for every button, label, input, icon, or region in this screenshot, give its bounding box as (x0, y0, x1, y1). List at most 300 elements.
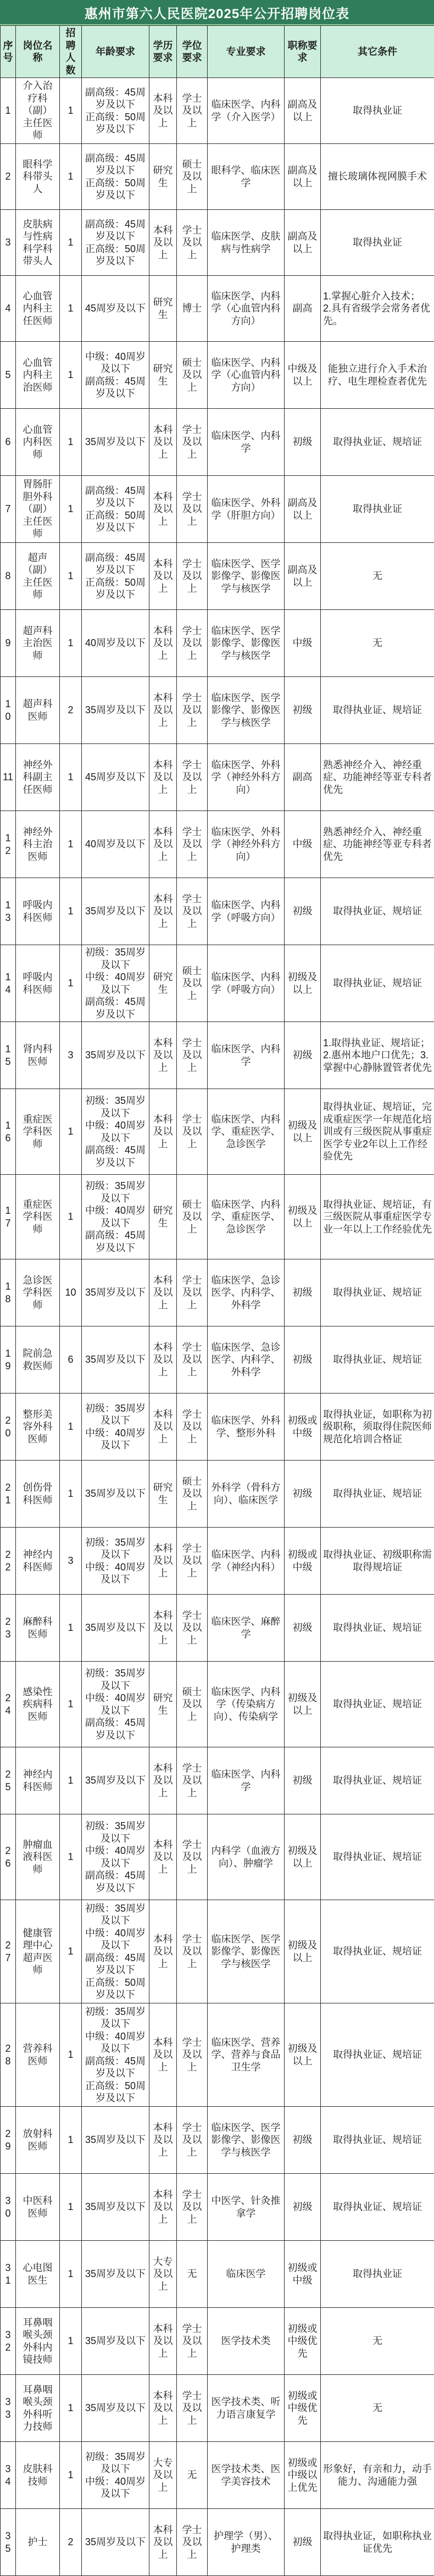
cell-education: 研究生 (149, 342, 177, 409)
cell-index: 16 (1, 1089, 16, 1175)
cell-headcount: 2 (60, 2509, 82, 2576)
cell-other: 取得执业证、规培证 (321, 677, 434, 744)
cell-education: 本科及以上 (149, 2375, 177, 2442)
cell-headcount: 1 (60, 2442, 82, 2509)
cell-other: 取得执业证、规培证，完成重症医学一年规范化培训或有三级医院从事重症医学专业2年以上工作经验优先 (321, 1089, 434, 1175)
cell-degree: 学士及以上 (177, 1528, 208, 1595)
cell-headcount: 1 (60, 2174, 82, 2241)
cell-age: 40周岁及以下 (82, 610, 149, 677)
cell-position: 心血管内科主任医师 (16, 276, 60, 342)
cell-index: 24 (1, 1662, 16, 1747)
cell-position: 皮肤病与性病科学科带头人 (16, 210, 60, 276)
cell-age: 初级：35周岁及以下 中级：40周岁及以下 (82, 1528, 149, 1595)
cell-age: 35周岁及以下 (82, 409, 149, 476)
cell-index: 31 (1, 2241, 16, 2308)
cell-other: 取得执业证、规培证 (321, 878, 434, 945)
cell-other: 熟悉神经介入、神经重症、功能神经等亚专科者优先 (321, 744, 434, 811)
cell-degree: 学士及以上 (177, 2003, 208, 2107)
cell-degree: 学士及以上 (177, 1595, 208, 1662)
cell-major: 临床医学、外科学（神经外科方向） (208, 744, 285, 811)
cell-degree: 学士及以上 (177, 78, 208, 144)
table-row (1, 144, 434, 210)
cell-major: 临床医学、外科学（神经外科方向） (208, 811, 285, 878)
cell-position: 心血管内科主治医师 (16, 342, 60, 409)
cell-age: 45周岁及以下 (82, 276, 149, 342)
table-row (1, 2442, 434, 2509)
cell-major: 临床医学、内科学（呼吸方向） (208, 878, 285, 945)
cell-degree: 学士及以上 (177, 878, 208, 945)
table-row (1, 476, 434, 543)
cell-education: 本科及以上 (149, 1022, 177, 1089)
cell-other: 熟悉神经介入、神经重症、功能神经等亚专科者优先 (321, 811, 434, 878)
table-row (1, 2375, 434, 2442)
header-degree: 学位要求 (177, 26, 208, 78)
table-row (1, 78, 434, 144)
cell-education: 研究生 (149, 276, 177, 342)
cell-age: 35周岁及以下 (82, 2308, 149, 2375)
cell-degree: 学士及以上 (177, 811, 208, 878)
cell-index: 19 (1, 1326, 16, 1394)
cell-education: 大专及以上 (149, 2241, 177, 2308)
cell-position: 神经外科副主任医师 (16, 744, 60, 811)
cell-major: 临床医学、医学影像学、影像医学与核医学 (208, 1900, 285, 2003)
cell-position: 神经内科医师 (16, 1747, 60, 1814)
cell-position: 肿瘤血液科医师 (16, 1814, 60, 1900)
cell-degree: 学士及以上 (177, 409, 208, 476)
header-index: 序号 (1, 26, 16, 78)
cell-title-level: 初级 (285, 2174, 321, 2241)
table-row (1, 2509, 434, 2576)
cell-major: 护理学（男）、护理类 (208, 2509, 285, 2576)
cell-headcount: 1 (60, 1394, 82, 1461)
cell-major: 临床医学、医学影像学、影像医学与核医学 (208, 543, 285, 610)
cell-education: 本科及以上 (149, 2174, 177, 2241)
cell-index: 33 (1, 2375, 16, 2442)
cell-education: 本科及以上 (149, 2308, 177, 2375)
table-row (1, 1528, 434, 1595)
cell-index: 15 (1, 1022, 16, 1089)
table-row (1, 1662, 434, 1747)
cell-degree: 学士及以上 (177, 610, 208, 677)
cell-major: 临床医学、急诊医学、内科学、外科学 (208, 1326, 285, 1394)
cell-other: 能独立进行介入手术治疗、电生理检查者优先 (321, 342, 434, 409)
cell-index: 17 (1, 1175, 16, 1259)
cell-age: 45周岁及以下 (82, 744, 149, 811)
cell-title-level: 初级及以上 (285, 2003, 321, 2107)
cell-headcount: 3 (60, 1528, 82, 1595)
cell-major: 临床医学 (208, 2241, 285, 2308)
cell-degree: 博士 (177, 276, 208, 342)
cell-headcount: 1 (60, 2241, 82, 2308)
cell-other: 取得执业证、规培证 (321, 409, 434, 476)
cell-other: 无 (321, 2308, 434, 2375)
cell-age: 副高级：45周岁及以下 正高级：50周岁及以下 (82, 543, 149, 610)
cell-age: 初级：35周岁及以下 中级：40周岁及以下 副高级：45周岁及以下 正高级：50周岁及以下 (82, 1900, 149, 2003)
cell-education: 本科及以上 (149, 476, 177, 543)
cell-other: 取得执业证、规培证 (321, 1259, 434, 1326)
table-row (1, 543, 434, 610)
cell-title-level: 初级 (285, 409, 321, 476)
cell-age: 初级：35周岁及以下 中级：40周岁及以下 (82, 2442, 149, 2509)
cell-age: 初级：35周岁及以下 中级：40周岁及以下 副高级：45周岁及以下 (82, 1814, 149, 1900)
cell-other: 取得执业证、规培证 (321, 1461, 434, 1528)
cell-education: 本科及以上 (149, 2107, 177, 2174)
cell-major: 眼科学、临床医学 (208, 144, 285, 210)
cell-age: 40周岁及以下 (82, 811, 149, 878)
cell-education: 本科及以上 (149, 811, 177, 878)
table-row (1, 276, 434, 342)
cell-other: 1.取得执业证、规培证；2.惠州本地户口优先；3.掌握中心静脉置管者优先 (321, 1022, 434, 1089)
table-row (1, 2003, 434, 2107)
cell-position: 超声科医师 (16, 677, 60, 744)
cell-age: 35周岁及以下 (82, 1461, 149, 1528)
cell-position: 超声（副）主任医师 (16, 543, 60, 610)
cell-headcount: 10 (60, 1259, 82, 1326)
cell-education: 本科及以上 (149, 878, 177, 945)
cell-index: 1 (1, 78, 16, 144)
cell-index: 21 (1, 1461, 16, 1528)
cell-age: 初级：35周岁及以下 中级：40周岁及以下 副高级：45周岁及以下 正高级：50周岁及以下 (82, 2003, 149, 2107)
cell-title-level: 初级或中级 (285, 1394, 321, 1461)
cell-age: 35周岁及以下 (82, 878, 149, 945)
cell-degree: 学士及以上 (177, 1900, 208, 2003)
cell-education: 本科及以上 (149, 1747, 177, 1814)
cell-major: 内科学（血液方向）、肿瘤学 (208, 1814, 285, 1900)
cell-index: 34 (1, 2442, 16, 2509)
cell-headcount: 1 (60, 1900, 82, 2003)
table-row (1, 1326, 434, 1394)
cell-age: 初级：35周岁及以下 中级：40周岁及以下 副高级：45周岁及以下 (82, 1175, 149, 1259)
cell-title-level: 初级 (285, 1461, 321, 1528)
cell-major: 中医学、针灸推拿学 (208, 2174, 285, 2241)
table-row (1, 1595, 434, 1662)
cell-index: 11 (1, 744, 16, 811)
cell-other: 取得执业证、初级职称需取得规培证 (321, 1528, 434, 1595)
cell-education: 本科及以上 (149, 1900, 177, 2003)
cell-degree: 学士及以上 (177, 2509, 208, 2576)
cell-other: 取得执业证、规培证 (321, 1814, 434, 1900)
cell-headcount: 1 (60, 1747, 82, 1814)
cell-education: 本科及以上 (149, 1595, 177, 1662)
cell-title-level: 初级 (285, 2509, 321, 2576)
table-row (1, 2107, 434, 2174)
cell-position: 皮肤科技师 (16, 2442, 60, 2509)
cell-title-level: 初级及以上 (285, 1900, 321, 2003)
page-title: 惠州市第六人民医院2025年公开招聘岗位表 (0, 0, 434, 25)
cell-headcount: 1 (60, 2375, 82, 2442)
header-other: 其它条件 (321, 26, 434, 78)
cell-degree: 学士及以上 (177, 744, 208, 811)
cell-age: 副高级：45周岁及以下 正高级：50周岁及以下 (82, 210, 149, 276)
positions-table (0, 25, 434, 2576)
table-row (1, 1900, 434, 2003)
cell-education: 本科及以上 (149, 1394, 177, 1461)
cell-title-level: 初级及以上 (285, 1175, 321, 1259)
cell-degree: 学士及以上 (177, 677, 208, 744)
cell-position: 呼吸内科医师 (16, 945, 60, 1022)
cell-title-level: 副高 (285, 276, 321, 342)
table-row (1, 2308, 434, 2375)
cell-title-level: 副高 (285, 744, 321, 811)
cell-major: 临床医学、内科学（传染病方向）、传染病学 (208, 1662, 285, 1747)
cell-age: 副高级：45周岁及以下 正高级：50周岁及以下 (82, 144, 149, 210)
cell-position: 放射科医师 (16, 2107, 60, 2174)
cell-other: 取得执业证 (321, 476, 434, 543)
cell-education: 本科及以上 (149, 1814, 177, 1900)
cell-education: 研究生 (149, 1175, 177, 1259)
cell-education: 本科及以上 (149, 2003, 177, 2107)
cell-title-level: 初级或中级 (285, 2241, 321, 2308)
cell-index: 26 (1, 1814, 16, 1900)
cell-title-level: 初级 (285, 677, 321, 744)
cell-age: 35周岁及以下 (82, 1595, 149, 1662)
cell-headcount: 6 (60, 1326, 82, 1394)
table-row (1, 342, 434, 409)
cell-degree: 学士及以上 (177, 1089, 208, 1175)
cell-index: 30 (1, 2174, 16, 2241)
cell-title-level: 初级 (285, 1022, 321, 1089)
cell-age: 初级：35周岁及以下 中级：40周岁及以下 副高级：45周岁及以下 (82, 1662, 149, 1747)
cell-headcount: 1 (60, 811, 82, 878)
cell-major: 临床医学、医学影像学、影像医学与核医学 (208, 2107, 285, 2174)
cell-age: 初级：35周岁及以下 中级：40周岁及以下 副高级：45周岁及以下 (82, 945, 149, 1022)
cell-index: 13 (1, 878, 16, 945)
cell-title-level: 初级 (285, 878, 321, 945)
cell-major: 临床医学、内科学（介入医学） (208, 78, 285, 144)
cell-headcount: 1 (60, 1662, 82, 1747)
cell-index: 29 (1, 2107, 16, 2174)
table-body (1, 78, 434, 2576)
cell-other: 擅长玻璃体视网膜手术 (321, 144, 434, 210)
cell-index: 7 (1, 476, 16, 543)
cell-education: 研究生 (149, 1662, 177, 1747)
cell-position: 重症医学科医师 (16, 1089, 60, 1175)
cell-degree: 学士及以上 (177, 1022, 208, 1089)
header-education: 学历要求 (149, 26, 177, 78)
cell-degree: 学士及以上 (177, 2107, 208, 2174)
cell-other: 取得执业证、规培证 (321, 2107, 434, 2174)
cell-headcount: 1 (60, 2107, 82, 2174)
cell-index: 9 (1, 610, 16, 677)
cell-headcount: 1 (60, 409, 82, 476)
cell-degree: 学士及以上 (177, 476, 208, 543)
cell-age: 35周岁及以下 (82, 677, 149, 744)
table-row (1, 1461, 434, 1528)
cell-title-level: 初级或中级 (285, 1528, 321, 1595)
cell-degree: 硕士及以上 (177, 945, 208, 1022)
cell-other: 取得执业证 (321, 78, 434, 144)
cell-age: 副高级：45周岁及以下 正高级：50周岁及以下 (82, 476, 149, 543)
cell-degree: 学士及以上 (177, 2174, 208, 2241)
cell-other: 无 (321, 2375, 434, 2442)
cell-other: 取得执业证、规培证 (321, 945, 434, 1022)
cell-other: 取得执业证、规培证 (321, 1900, 434, 2003)
cell-major: 临床医学、内科学（心血管内科方向） (208, 276, 285, 342)
cell-headcount: 1 (60, 878, 82, 945)
cell-index: 12 (1, 811, 16, 878)
cell-age: 初级：35周岁及以下 中级：40周岁及以下 副高级：45周岁及以下 (82, 1089, 149, 1175)
cell-degree: 学士及以上 (177, 1814, 208, 1900)
cell-position: 心血管内科医师 (16, 409, 60, 476)
cell-headcount: 1 (60, 1595, 82, 1662)
table-header-row (1, 26, 434, 78)
cell-education: 研究生 (149, 144, 177, 210)
table-row (1, 1747, 434, 1814)
cell-title-level: 副高及以上 (285, 210, 321, 276)
cell-position: 重症医学科医师 (16, 1175, 60, 1259)
cell-index: 14 (1, 945, 16, 1022)
cell-major: 临床医学、外科学（肝胆方向） (208, 476, 285, 543)
cell-degree: 学士及以上 (177, 1259, 208, 1326)
cell-age: 35周岁及以下 (82, 1326, 149, 1394)
cell-position: 心电图医生 (16, 2241, 60, 2308)
cell-title-level: 初级 (285, 1747, 321, 1814)
cell-other: 取得执业证 (321, 2241, 434, 2308)
cell-education: 本科及以上 (149, 744, 177, 811)
cell-position: 神经内科医师 (16, 1528, 60, 1595)
cell-degree: 无 (177, 2241, 208, 2308)
cell-position: 神经外科主治医师 (16, 811, 60, 878)
table-row (1, 1814, 434, 1900)
cell-title-level: 初级及以上 (285, 1089, 321, 1175)
cell-position: 介入治疗科（副）主任医师 (16, 78, 60, 144)
cell-major: 临床医学、内科学 (208, 1747, 285, 1814)
cell-position: 院前急救医师 (16, 1326, 60, 1394)
cell-other: 取得执业证、规培证 (321, 2174, 434, 2241)
cell-position: 营养科医师 (16, 2003, 60, 2107)
cell-other: 取得执业证、规培证 (321, 1747, 434, 1814)
table-row (1, 1089, 434, 1175)
table-row (1, 1394, 434, 1461)
cell-index: 3 (1, 210, 16, 276)
cell-major: 临床医学、内科学、重症医学、急诊医学 (208, 1175, 285, 1259)
cell-title-level: 副高及以上 (285, 476, 321, 543)
cell-title-level: 初级或中级优先 (285, 2375, 321, 2442)
cell-degree: 学士及以上 (177, 2308, 208, 2375)
cell-index: 10 (1, 677, 16, 744)
cell-age: 初级：35周岁及以下 中级：40周岁及以下 (82, 1394, 149, 1461)
cell-headcount: 1 (60, 2308, 82, 2375)
cell-headcount: 1 (60, 210, 82, 276)
cell-degree: 硕士及以上 (177, 1662, 208, 1747)
header-headcount: 招聘人数 (60, 26, 82, 78)
cell-headcount: 1 (60, 1089, 82, 1175)
cell-other: 取得执业证、规培证 (321, 1595, 434, 1662)
cell-major: 医学技术类 (208, 2308, 285, 2375)
cell-index: 27 (1, 1900, 16, 2003)
cell-age: 35周岁及以下 (82, 2174, 149, 2241)
cell-position: 胃肠肝胆外科（副）主任医师 (16, 476, 60, 543)
cell-education: 本科及以上 (149, 78, 177, 144)
cell-education: 本科及以上 (149, 543, 177, 610)
cell-degree: 硕士及以上 (177, 1461, 208, 1528)
cell-other: 取得执业证，如职称执业证优先 (321, 2509, 434, 2576)
cell-index: 4 (1, 276, 16, 342)
cell-position: 眼科学科带头人 (16, 144, 60, 210)
cell-degree: 学士及以上 (177, 1394, 208, 1461)
cell-education: 本科及以上 (149, 1528, 177, 1595)
cell-position: 中医科医师 (16, 2174, 60, 2241)
cell-headcount: 1 (60, 276, 82, 342)
cell-education: 研究生 (149, 1461, 177, 1528)
cell-education: 研究生 (149, 945, 177, 1022)
cell-other: 1.掌握心脏介入技术； 2.具有省级学会常务者优先。 (321, 276, 434, 342)
cell-degree: 学士及以上 (177, 543, 208, 610)
cell-title-level: 初级 (285, 1326, 321, 1394)
table-row (1, 210, 434, 276)
table-row (1, 677, 434, 744)
cell-headcount: 1 (60, 945, 82, 1022)
cell-position: 创伤骨科医师 (16, 1461, 60, 1528)
table-row (1, 945, 434, 1022)
cell-major: 临床医学、内科学（神经内科） (208, 1528, 285, 1595)
cell-education: 本科及以上 (149, 409, 177, 476)
cell-age: 35周岁及以下 (82, 1259, 149, 1326)
cell-other: 无 (321, 610, 434, 677)
cell-major: 临床医学、内科学、重症医学、急诊医学 (208, 1089, 285, 1175)
cell-title-level: 初级 (285, 1595, 321, 1662)
cell-position: 健康管理中心超声医师 (16, 1900, 60, 2003)
cell-major: 临床医学、皮肤病与性病学 (208, 210, 285, 276)
cell-major: 临床医学、麻醉学 (208, 1595, 285, 1662)
table-row (1, 610, 434, 677)
cell-education: 本科及以上 (149, 1259, 177, 1326)
cell-education: 本科及以上 (149, 210, 177, 276)
cell-degree: 硕士及以上 (177, 144, 208, 210)
cell-title-level: 初级及以上 (285, 1814, 321, 1900)
cell-degree: 学士及以上 (177, 2375, 208, 2442)
table-row (1, 878, 434, 945)
cell-major: 临床医学、内科学（心血管内科方向） (208, 342, 285, 409)
table-row (1, 409, 434, 476)
cell-title-level: 副高及以上 (285, 78, 321, 144)
table-row (1, 2174, 434, 2241)
cell-other: 取得执业证、规培证，有三级医院从事重症医学专业一年以上工作经验优先 (321, 1175, 434, 1259)
table-row (1, 1022, 434, 1089)
table-row (1, 811, 434, 878)
cell-title-level: 初级或中级以上优先 (285, 2442, 321, 2509)
cell-age: 35周岁及以下 (82, 2241, 149, 2308)
cell-position: 急诊医学科医师 (16, 1259, 60, 1326)
cell-position: 超声科主治医师 (16, 610, 60, 677)
header-age: 年龄要求 (82, 26, 149, 78)
cell-index: 32 (1, 2308, 16, 2375)
cell-major: 临床医学、内科学 (208, 1022, 285, 1089)
cell-other: 取得执业证、规培证 (321, 2003, 434, 2107)
cell-other: 形象好，有亲和力，动手能力、沟通能力强 (321, 2442, 434, 2509)
cell-major: 临床医学、内科学（呼吸方向） (208, 945, 285, 1022)
table-row (1, 744, 434, 811)
cell-headcount: 1 (60, 1175, 82, 1259)
cell-other: 取得执业证、规培证 (321, 1326, 434, 1394)
cell-major: 外科学（骨科方向）、临床医学 (208, 1461, 285, 1528)
cell-index: 6 (1, 409, 16, 476)
cell-headcount: 1 (60, 144, 82, 210)
cell-index: 8 (1, 543, 16, 610)
cell-education: 本科及以上 (149, 1326, 177, 1394)
cell-education: 本科及以上 (149, 677, 177, 744)
cell-index: 2 (1, 144, 16, 210)
cell-age: 35周岁及以下 (82, 2375, 149, 2442)
cell-title-level: 中级及以上 (285, 342, 321, 409)
cell-age: 中级：40周岁及以下 副高级：45周岁及以下 (82, 342, 149, 409)
cell-position: 感染性疾病科医师 (16, 1662, 60, 1747)
cell-degree: 学士及以上 (177, 1326, 208, 1394)
cell-index: 35 (1, 2509, 16, 2576)
cell-major: 临床医学、外科学、整形外科 (208, 1394, 285, 1461)
cell-index: 5 (1, 342, 16, 409)
cell-position: 耳鼻咽喉头颈外科内镜技师 (16, 2308, 60, 2375)
